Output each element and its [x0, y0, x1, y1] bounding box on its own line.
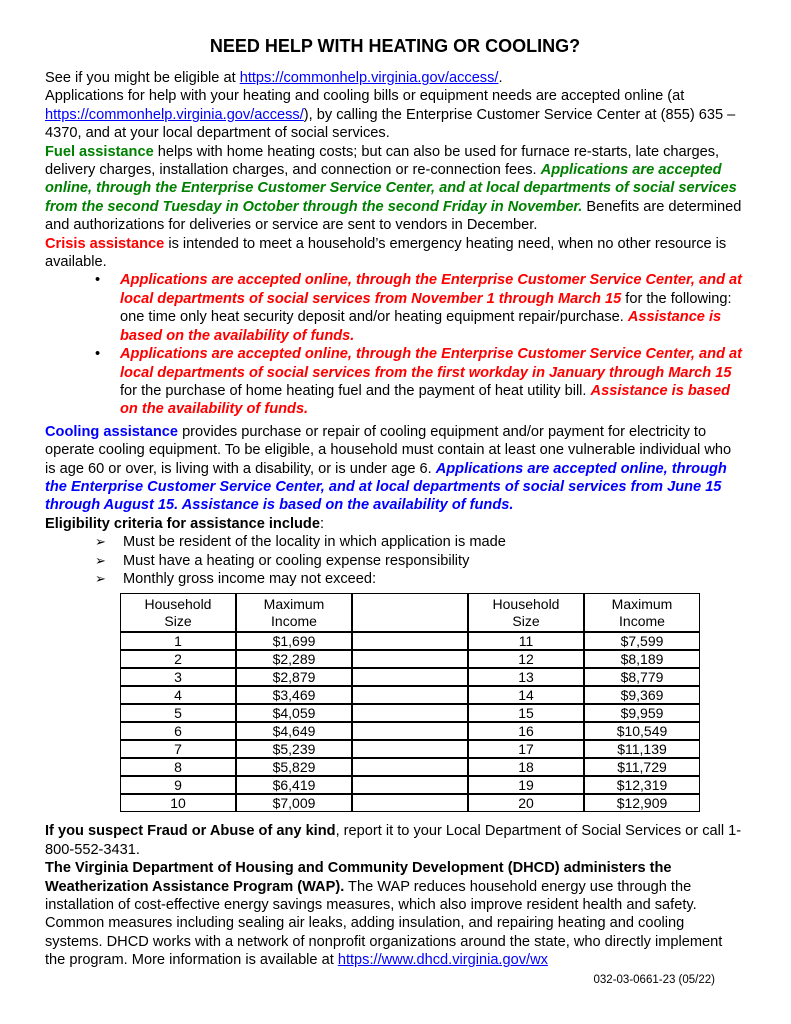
column-header [352, 593, 468, 632]
table-row [120, 794, 700, 812]
text-span: Benefits are determined and authorizations for deliveries or service are sent to vendors in December. [45, 198, 742, 234]
text-span: The Virginia Department of Housing and Community Development (DHCD) administers the Weatherization Assistance Program (WAP). [45, 860, 672, 895]
column-header: Household Size [468, 593, 584, 632]
table-cell: 5 [120, 704, 236, 722]
table-row [120, 704, 700, 722]
table-cell: $6,419 [236, 776, 352, 794]
crisis-bullet-list [45, 271, 745, 418]
table-cell [352, 794, 468, 812]
table-cell [352, 686, 468, 704]
table-cell: $4,649 [236, 722, 352, 740]
table-cell: $7,009 [236, 794, 352, 812]
table-cell: 18 [468, 758, 584, 776]
table-row [120, 740, 700, 758]
eligibility-item-text: Monthly gross income may not exceed: [123, 570, 377, 587]
table-cell: $12,909 [584, 794, 700, 812]
table-cell: $9,959 [584, 704, 700, 722]
fuel-assistance-paragraph [45, 143, 745, 235]
table-cell: 14 [468, 686, 584, 704]
text-span: If you suspect Fraud or Abuse of any kind [45, 823, 336, 840]
bullet-icon: • [95, 272, 101, 289]
crisis-bullet-2-text [120, 345, 743, 419]
arrow-bullet-icon: ➢ [95, 534, 106, 550]
table-cell: $11,729 [584, 758, 700, 776]
text-span: The WAP reduces household energy use through the installation of cost-effective energy savings measures, which also improve resident health and safety. Common measures including sealing air leaks, adding insulation, and repairing heating and cooling systems. DHCD works with a network of nonprofit organizations around the state, who directly implement the program. More information is available at [45, 878, 723, 969]
cooling-assistance-paragraph [45, 423, 745, 515]
text-span: ), by calling the Enterprise Customer Service Center at (855) 635 – 4370, and at your local department of social services. [45, 106, 736, 142]
table-cell: 9 [120, 776, 236, 794]
table-cell: $7,599 [584, 632, 700, 650]
column-header: Maximum Income [584, 593, 700, 632]
table-row [120, 632, 700, 650]
text-span: Crisis assistance [45, 235, 165, 252]
table-row [120, 668, 700, 686]
eligibility-item-text: Must have a heating or cooling expense responsibility [123, 552, 470, 569]
table-cell: 2 [120, 650, 236, 668]
table-cell: $8,189 [584, 650, 700, 668]
column-header: Maximum Income [236, 593, 352, 632]
table-cell: 12 [468, 650, 584, 668]
bullet-icon: • [95, 346, 101, 363]
table-row [120, 758, 700, 776]
intro-paragraph-2 [45, 87, 745, 142]
table-cell [352, 758, 468, 776]
document-number: 032-03-0661-23 (05/22) [593, 973, 715, 986]
table-cell: $2,289 [236, 650, 352, 668]
hyperlink[interactable]: https://commonhelp.virginia.gov/access/ [45, 106, 304, 123]
text-span: Applications are accepted online, through the Enterprise Customer Service Center, and at local departments of social services from June 15 through August 15. Assistance is based on the availability of funds. [45, 460, 727, 514]
table-cell: 20 [468, 794, 584, 812]
document-title: NEED HELP WITH HEATING OR COOLING? [209, 36, 581, 56]
list-item [95, 570, 745, 588]
text-span: helps with home heating costs; but can also be used for furnace re-starts, late charges, delivery charges, installation charges, and connection or re-connection fees. [45, 143, 720, 179]
table-cell: 17 [468, 740, 584, 758]
text-span: Applications are accepted online, through the Enterprise Customer Service Center, and at local departments of social services from the first workday in January through March 15 [120, 346, 743, 381]
list-item [95, 271, 745, 345]
list-item [95, 552, 745, 570]
table-row [120, 650, 700, 668]
text-span: Eligibility criteria for assistance include [45, 515, 320, 532]
table-cell: $5,829 [236, 758, 352, 776]
table-cell: 4 [120, 686, 236, 704]
table-cell [352, 650, 468, 668]
table-cell: 15 [468, 704, 584, 722]
fraud-notice-paragraph [45, 822, 745, 859]
table-cell: $10,549 [584, 722, 700, 740]
text-span: for the purchase of home heating fuel and the payment of heat utility bill. [120, 382, 591, 399]
table-cell: $2,879 [236, 668, 352, 686]
table-cell: 3 [120, 668, 236, 686]
table-cell: 13 [468, 668, 584, 686]
text-span: : [319, 515, 325, 532]
text-span: Applications are accepted online, through the Enterprise Customer Service Center, and at local departments of social services from the second Tuesday in October through the second Friday in November. [45, 162, 737, 215]
text-span: Cooling assistance [45, 423, 179, 440]
table-cell: 8 [120, 758, 236, 776]
table-cell: 16 [468, 722, 584, 740]
table-cell: 6 [120, 722, 236, 740]
table-cell: $11,139 [584, 740, 700, 758]
table-cell: 1 [120, 632, 236, 650]
table-cell: 11 [468, 632, 584, 650]
text-span: for the following: one time only heat security deposit and/or heating equipment repair/purchase. [120, 290, 732, 326]
crisis-assistance-paragraph [45, 235, 745, 272]
list-item [95, 533, 745, 551]
table-header-row [120, 593, 700, 632]
table-row [120, 686, 700, 704]
table-cell: $12,319 [584, 776, 700, 794]
table-row [120, 776, 700, 794]
arrow-bullet-icon: ➢ [95, 570, 106, 586]
table-cell [352, 632, 468, 650]
table-cell: 19 [468, 776, 584, 794]
table-cell [352, 704, 468, 722]
text-span: provides purchase or repair of cooling equipment and/or payment for electricity to operate cooling equipment. To be eligible, a household must contain at least one vulnerable individual who is age 60 or over, is living with a disability, or is under age 6. [45, 423, 732, 477]
table-cell [352, 776, 468, 794]
hyperlink[interactable]: https://www.dhcd.virginia.gov/wx [337, 952, 548, 969]
table-cell: $4,059 [236, 704, 352, 722]
table-cell: $8,779 [584, 668, 700, 686]
intro-paragraph-1 [45, 69, 745, 87]
column-header: Household Size [120, 593, 236, 632]
text-span: is intended to meet a household’s emergency heating need, when no other resource is available. [45, 235, 727, 271]
crisis-bullet-1-text [120, 271, 743, 345]
income-limits-table [120, 593, 700, 812]
table-cell [352, 722, 468, 740]
text-span: . [498, 70, 503, 86]
text-span: Applications for help with your heating and cooling bills or equipment needs are accepted online (at [45, 88, 685, 105]
table-cell: $5,239 [236, 740, 352, 758]
eligibility-item-text: Must be resident of the locality in which application is made [123, 534, 506, 551]
text-span: Applications are accepted online, through the Enterprise Customer Service Center, and at local departments of social services from November 1 through March 15 [120, 272, 743, 307]
eligibility-list [45, 533, 745, 588]
text-span: Assistance is based on the availability of funds. [120, 382, 731, 418]
table-cell: 7 [120, 740, 236, 758]
text-span: Assistance is based on the availability of funds. [120, 309, 722, 344]
hyperlink[interactable]: https://commonhelp.virginia.gov/access/ [239, 70, 499, 86]
table-cell: $9,369 [584, 686, 700, 704]
table-cell: $3,469 [236, 686, 352, 704]
text-span: , report it to your Local Department of Social Services or call 1-800-552-3431. [45, 823, 742, 858]
table-cell [352, 668, 468, 686]
text-span: See if you might be eligible at [45, 70, 240, 86]
table-cell: 10 [120, 794, 236, 812]
dhcd-wap-paragraph [45, 859, 745, 969]
table-cell [352, 740, 468, 758]
eligibility-heading [45, 515, 745, 533]
list-item [95, 345, 745, 419]
text-span: Fuel assistance [45, 143, 154, 160]
table-cell: $1,699 [236, 632, 352, 650]
table-row [120, 722, 700, 740]
arrow-bullet-icon: ➢ [95, 552, 106, 568]
